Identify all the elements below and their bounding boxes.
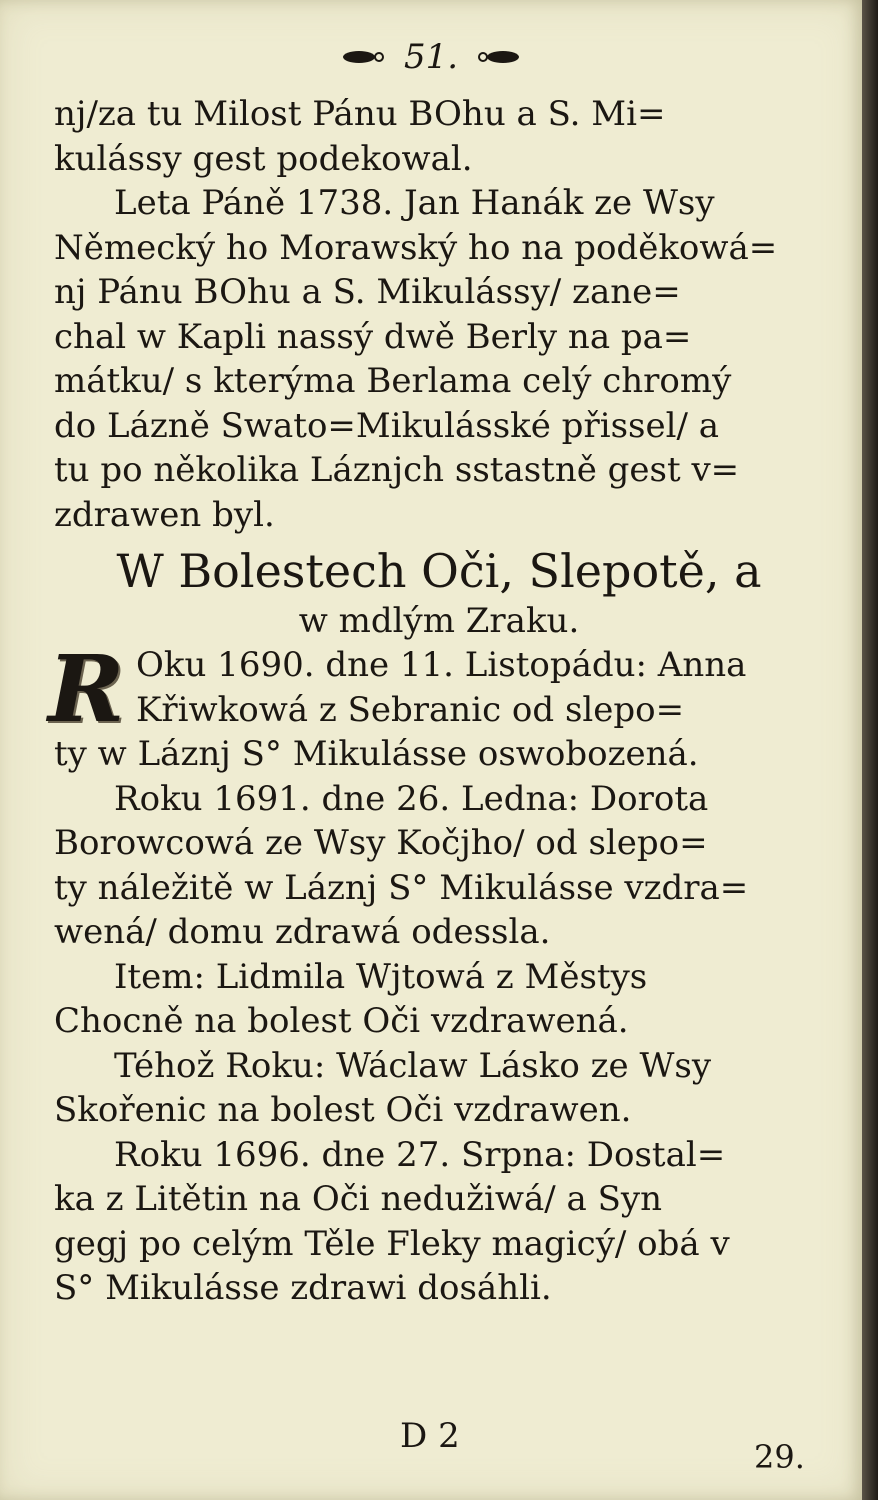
text-line: kulássy gest podekowal. <box>54 138 473 179</box>
signature-mark: D 2 <box>400 1416 460 1456</box>
right-ornament-icon <box>475 48 523 66</box>
text-line: gegj po celým Těle Fleky magicý/ obá v <box>54 1223 730 1264</box>
text-line: Roku 1691. dne 26. Ledna: Dorota <box>114 778 709 819</box>
text-line: tu po několika Láznjch sstastně gest v= <box>54 450 740 490</box>
text-line: ka z Litětin na Oči nedužiwá/ a Syn <box>54 1179 663 1219</box>
text-line: Leta Páně 1738. Jan Hanák ze Wsy <box>114 183 715 223</box>
text-line: Chocně na bolest Oči vzdrawená. <box>54 1001 629 1041</box>
text-line: Oku 1690. dne 11. Listopádu: Anna <box>136 645 747 685</box>
text-line: wená/ domu zdrawá odessla. <box>54 912 551 952</box>
section-subheading: w mdlým Zraku. <box>298 601 580 641</box>
text-line: zdrawen byl. <box>54 494 275 535</box>
page-body <box>48 92 824 1311</box>
drop-cap-paragraph <box>48 635 824 743</box>
book-edge <box>862 0 878 1500</box>
text-line: nj/za tu Milost Pánu BOhu a S. Mi= <box>54 94 666 134</box>
text-line: ty náležitě w Láznj S° Mikulásse vzdra= <box>54 867 749 908</box>
text-line: do Lázně Swato=Mikulásské přissel/ a <box>54 405 719 446</box>
page-header <box>0 37 862 77</box>
text-line: Roku 1696. dne 27. Srpna: Dostal= <box>114 1134 726 1175</box>
text-line: Skořenic na bolest Oči vzdrawen. <box>54 1090 632 1130</box>
text-line: Téhož Roku: Wáclaw Lásko ze Wsy <box>114 1045 712 1086</box>
page-number: 51. <box>403 37 459 77</box>
text-line: chal w Kapli nassý dwě Berly na pa= <box>54 316 692 357</box>
text-line: Německý ho Morawský ho na poděkowá= <box>54 227 778 268</box>
text-line: ty w Láznj S° Mikulásse oswobozená. <box>54 734 699 774</box>
text-line: nj Pánu BOhu a S. Mikulássy/ zane= <box>54 272 681 312</box>
text-line: Item: Lidmila Wjtowá z Městys <box>114 956 648 997</box>
page-footer <box>0 1416 862 1476</box>
section-heading: W Bolestech Oči, Slepotě, a <box>116 544 762 598</box>
text-line: S° Mikulásse zdrawi dosáhli. <box>54 1268 552 1308</box>
text-line: Borowcowá ze Wsy Kočjho/ od slepo= <box>54 823 708 863</box>
text-line: Křiwkowá z Sebranic od slepo= <box>136 689 685 730</box>
left-ornament-icon <box>339 48 387 66</box>
section-lines <box>54 732 824 1311</box>
drop-cap: R <box>48 635 125 743</box>
catchword: 29. <box>754 1438 805 1476</box>
text-line: mátku/ s kterýma Berlama celý chromý <box>54 361 732 401</box>
